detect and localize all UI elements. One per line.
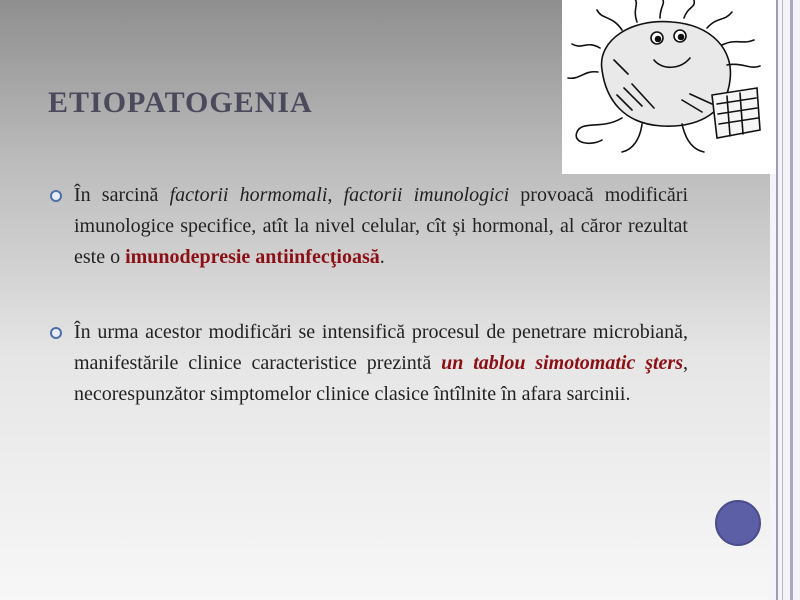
bullet-paragraph-1 <box>46 180 688 273</box>
segment: . <box>379 246 385 268</box>
segment-italic: factorii imunologici <box>343 184 510 206</box>
segment-italic: factorii hormomali <box>169 184 328 206</box>
segment: În sarcină <box>74 184 170 206</box>
segment-emphasis: un tablou simotomatic şters <box>441 352 683 374</box>
segment: , necorespunzător simptomelor clinice clasice întîlnite în afara sarcinii. <box>74 352 688 405</box>
segment-emphasis: imunodepresie antiinfecţioasă <box>125 246 380 268</box>
bullet-paragraph-2 <box>46 317 688 410</box>
nav-circle-button[interactable] <box>715 500 761 546</box>
bullet-ring-icon <box>50 327 62 339</box>
border-line <box>776 0 778 600</box>
segment: provoacă modificări imunologice specifice, atît la nivel celular, cît și hormonal, al căror rezultat este o <box>74 184 689 268</box>
border-line <box>790 0 793 600</box>
border-line <box>782 0 783 600</box>
slide-content <box>46 180 688 454</box>
segment: , <box>327 184 344 206</box>
segment: În urma acestor modificări se intensifică procesul de penetrare microbiană, manifestările clinice caracteristice prezintă <box>74 321 688 374</box>
bullet-ring-icon <box>50 190 62 202</box>
slide-title: ETIOPATOGENIA <box>48 86 313 119</box>
germ-monster-illustration <box>562 0 776 174</box>
